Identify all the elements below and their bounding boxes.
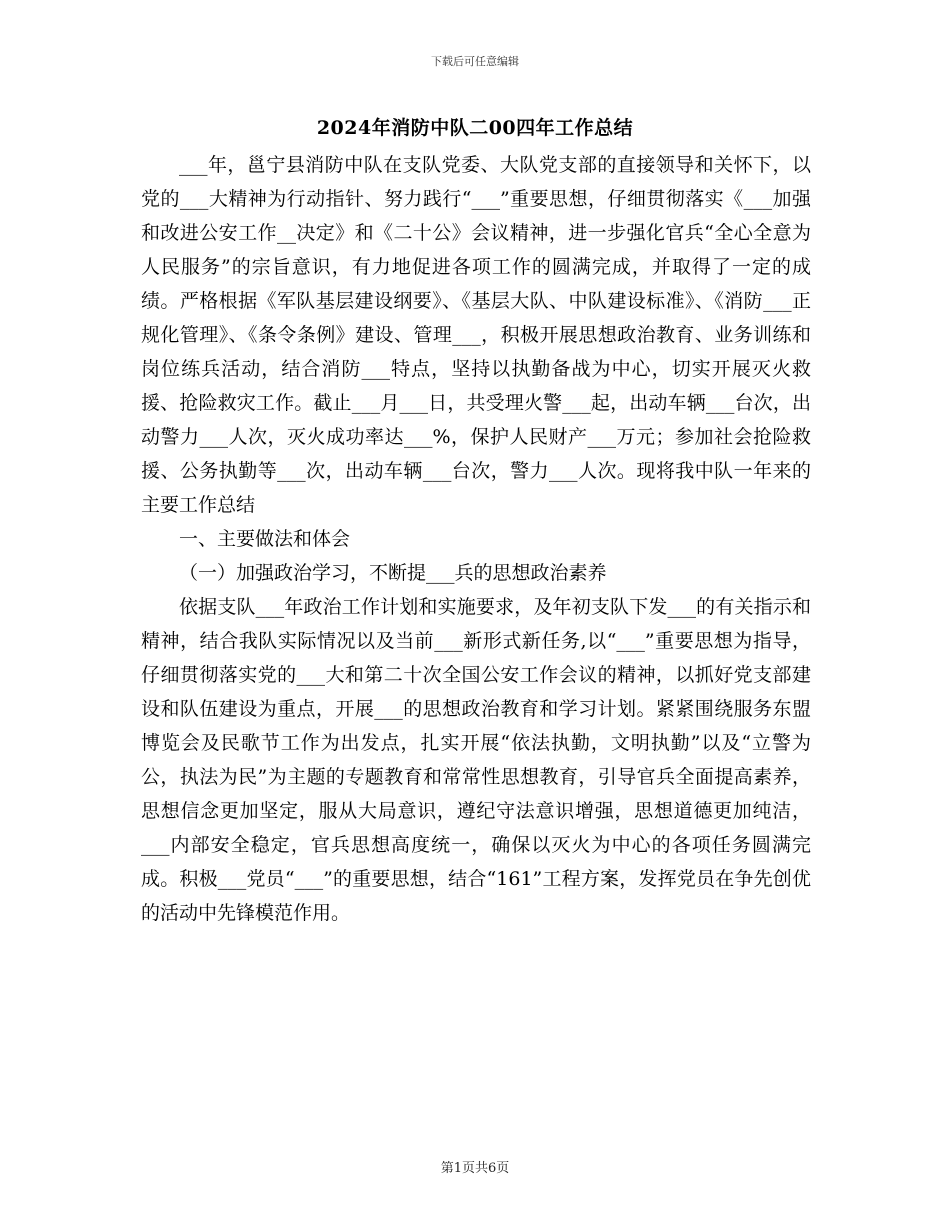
document-title: 2024年消防中队二00四年工作总结: [316, 117, 634, 139]
page-number: 第1页共6页: [440, 1161, 510, 1176]
intro-paragraph: ___年，邕宁县消防中队在支队党委、大队党支部的直接领导和关怀下，以党的___大精神为行动指针、努力践行“___”重要思想，仔细贯彻落实《___加强和改进公安工作__决定》和《二十公》会议精神，进一步强化官兵“全心全意为人民服务”的宗旨意识，有力地促进各项工作的圆满完成，并取得了一定的成绩。严格根据《军队基层建设纲要》、《基层大队、中队建设标准》、《消防___正规化管理》、《条令条例》建设、管理___，积极开展思想政治教育、业务训练和岗位练兵活动，结合消防___特点，坚持以执勤备战为中心，切实开展灭火救援、抢险救灾工作。截止___月___日，共受理火警___起，出动车辆___台次，出动警力___人次，灭火成功率达___%，保护人民财产___万元；参加社会抢险救援、公务执勤等___次，出动车辆___台次，警力___人次。现将我中队一年来的主要工作总结: [141, 154, 811, 516]
body-paragraph: 依据支队___年政治工作计划和实施要求，及年初支队下发___的有关指示和精神，结合我队实际情况以及当前___新形式新任务,以“___”重要思想为指导，仔细贯彻落实党的___大和第二十次全国公安工作会议的精神，以抓好党支部建设和队伍建设为重点，开展___的思想政治教育和学习计划。紧紧围绕服务东盟博览会及民歌节工作为出发点，扎实开展“依法执勤，文明执勤”以及“立警为公，执法为民”为主题的专题教育和常常性思想教育，引导官兵全面提高素养，思想信念更加坚定，服从大局意识，遵纪守法意识增强，思想道德更加纯洁，___内部安全稳定，官兵思想高度统一，确保以灭火为中心的各项任务圆满完成。积极___党员“___”的重要思想，结合“161”工程方案，发挥党员在争先创优的活动中先锋模范作用。: [141, 596, 811, 924]
subsection-heading: （一）加强政治学习，不断提___兵的思想政治素养: [179, 562, 607, 584]
section-heading: 一、主要做法和体会: [179, 528, 351, 550]
page-header-note: 下载后可任意编辑: [431, 55, 519, 68]
document-body: [141, 148, 811, 930]
